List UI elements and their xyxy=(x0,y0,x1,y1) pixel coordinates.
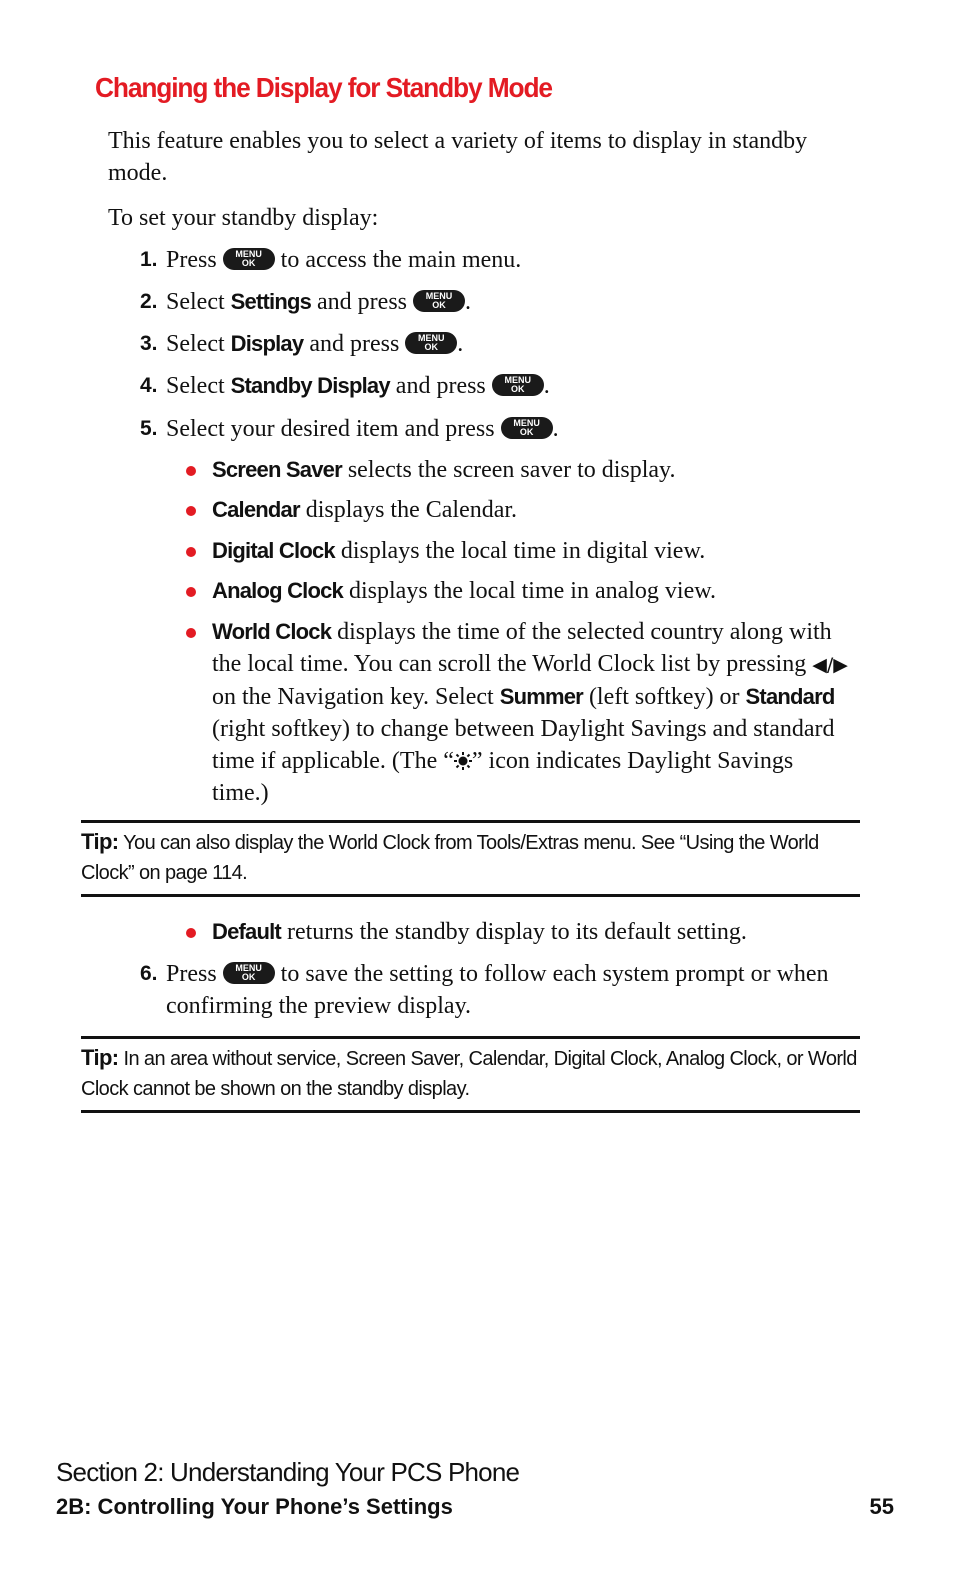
step-punct: . xyxy=(465,289,472,315)
page-title: Changing the Display for Standby Mode xyxy=(95,72,552,103)
step-text: and press xyxy=(309,331,400,357)
step-text: Select xyxy=(166,331,225,357)
navigation-arrows-icon: ◀/▶ xyxy=(812,654,848,676)
option-name: Digital Clock xyxy=(212,538,335,563)
menu-ok-key-icon: MENU OK xyxy=(492,374,544,396)
option-description: displays the local time in digital view. xyxy=(340,538,706,564)
option-description: displays the Calendar. xyxy=(305,497,518,523)
bullet-dot-icon xyxy=(186,628,196,638)
option-description: displays the time of the selected country along with the local time. You can scroll the World Clock list by pressing xyxy=(212,619,832,677)
option-description: (right softkey) to change between Daylight Savings and standard time if applicable. (The “ xyxy=(212,716,835,774)
page-number: 55 xyxy=(869,1494,894,1519)
step-text: Select xyxy=(166,289,225,315)
option-description: (left softkey) or xyxy=(588,684,740,710)
step-number: 2. xyxy=(140,290,158,313)
menu-ok-key-icon: MENU OK xyxy=(223,962,275,984)
step-text: Select xyxy=(166,373,225,399)
menu-ok-key-icon: MENU OK xyxy=(223,248,275,270)
step-text: to access the main menu. xyxy=(280,247,522,273)
step-text: Press xyxy=(166,247,217,273)
tip-label: Tip: xyxy=(81,829,119,854)
step-number: 5. xyxy=(140,417,158,440)
step-text: and press xyxy=(317,289,408,315)
softkey-summer: Summer xyxy=(499,684,583,709)
tip-box xyxy=(81,1036,860,1113)
step-number: 6. xyxy=(140,962,158,985)
step-text: and press xyxy=(395,373,486,399)
option-name: Default xyxy=(212,919,281,944)
menu-ok-key-icon: MENU OK xyxy=(413,290,465,312)
menu-ok-key-icon: MENU OK xyxy=(501,417,553,439)
step-text: Select your desired item and press xyxy=(166,416,495,442)
option-description: returns the standby display to its default setting. xyxy=(286,919,747,945)
option-description: selects the screen saver to display. xyxy=(347,457,676,483)
option-name: Analog Clock xyxy=(212,578,343,603)
tip-text: You can also display the World Clock from Tools/Extras menu. See “Using the World Clock” on page 114. xyxy=(81,832,819,884)
step-punct: . xyxy=(552,416,559,442)
option-description: on the Navigation key. Select xyxy=(212,684,494,710)
menu-command: Display xyxy=(230,331,304,356)
sun-icon xyxy=(454,752,472,770)
bullet-dot-icon xyxy=(186,928,196,938)
bullet-dot-icon xyxy=(186,466,196,476)
bullet-dot-icon xyxy=(186,506,196,516)
step-number: 3. xyxy=(140,332,158,355)
softkey-standard: Standard xyxy=(745,684,835,709)
step-punct: . xyxy=(543,373,550,399)
tip-text: In an area without service, Screen Saver, Calendar, Digital Clock, Analog Clock, or World Clock cannot be shown on the standby display. xyxy=(81,1048,857,1100)
step-text: to save the setting to follow each system prompt or when confirming the preview display. xyxy=(166,961,829,1019)
option-name: Screen Saver xyxy=(212,457,342,482)
menu-command: Settings xyxy=(230,289,312,314)
tip-box xyxy=(81,820,860,897)
step-punct: . xyxy=(457,331,464,357)
bullet-dot-icon xyxy=(186,587,196,597)
lead-paragraph: To set your standby display: xyxy=(108,205,379,231)
footer-section-title: Section 2: Understanding Your PCS Phone xyxy=(56,1457,520,1487)
menu-ok-key-icon: MENU OK xyxy=(405,332,457,354)
bullet-dot-icon xyxy=(186,547,196,557)
option-description: ” icon indicates Daylight Savings time.) xyxy=(212,748,794,806)
option-name: World Clock xyxy=(212,619,332,644)
step-number: 4. xyxy=(140,374,158,397)
option-name: Calendar xyxy=(212,497,300,522)
step-text: Press xyxy=(166,961,217,987)
step-number: 1. xyxy=(140,248,158,271)
option-description: displays the local time in analog view. xyxy=(348,578,717,604)
menu-command: Standby Display xyxy=(230,373,390,398)
footer-chapter-title: 2B: Controlling Your Phone’s Settings xyxy=(56,1494,453,1519)
intro-paragraph: This feature enables you to select a variety of items to display in standby mode. xyxy=(108,128,808,186)
tip-label: Tip: xyxy=(81,1045,119,1070)
